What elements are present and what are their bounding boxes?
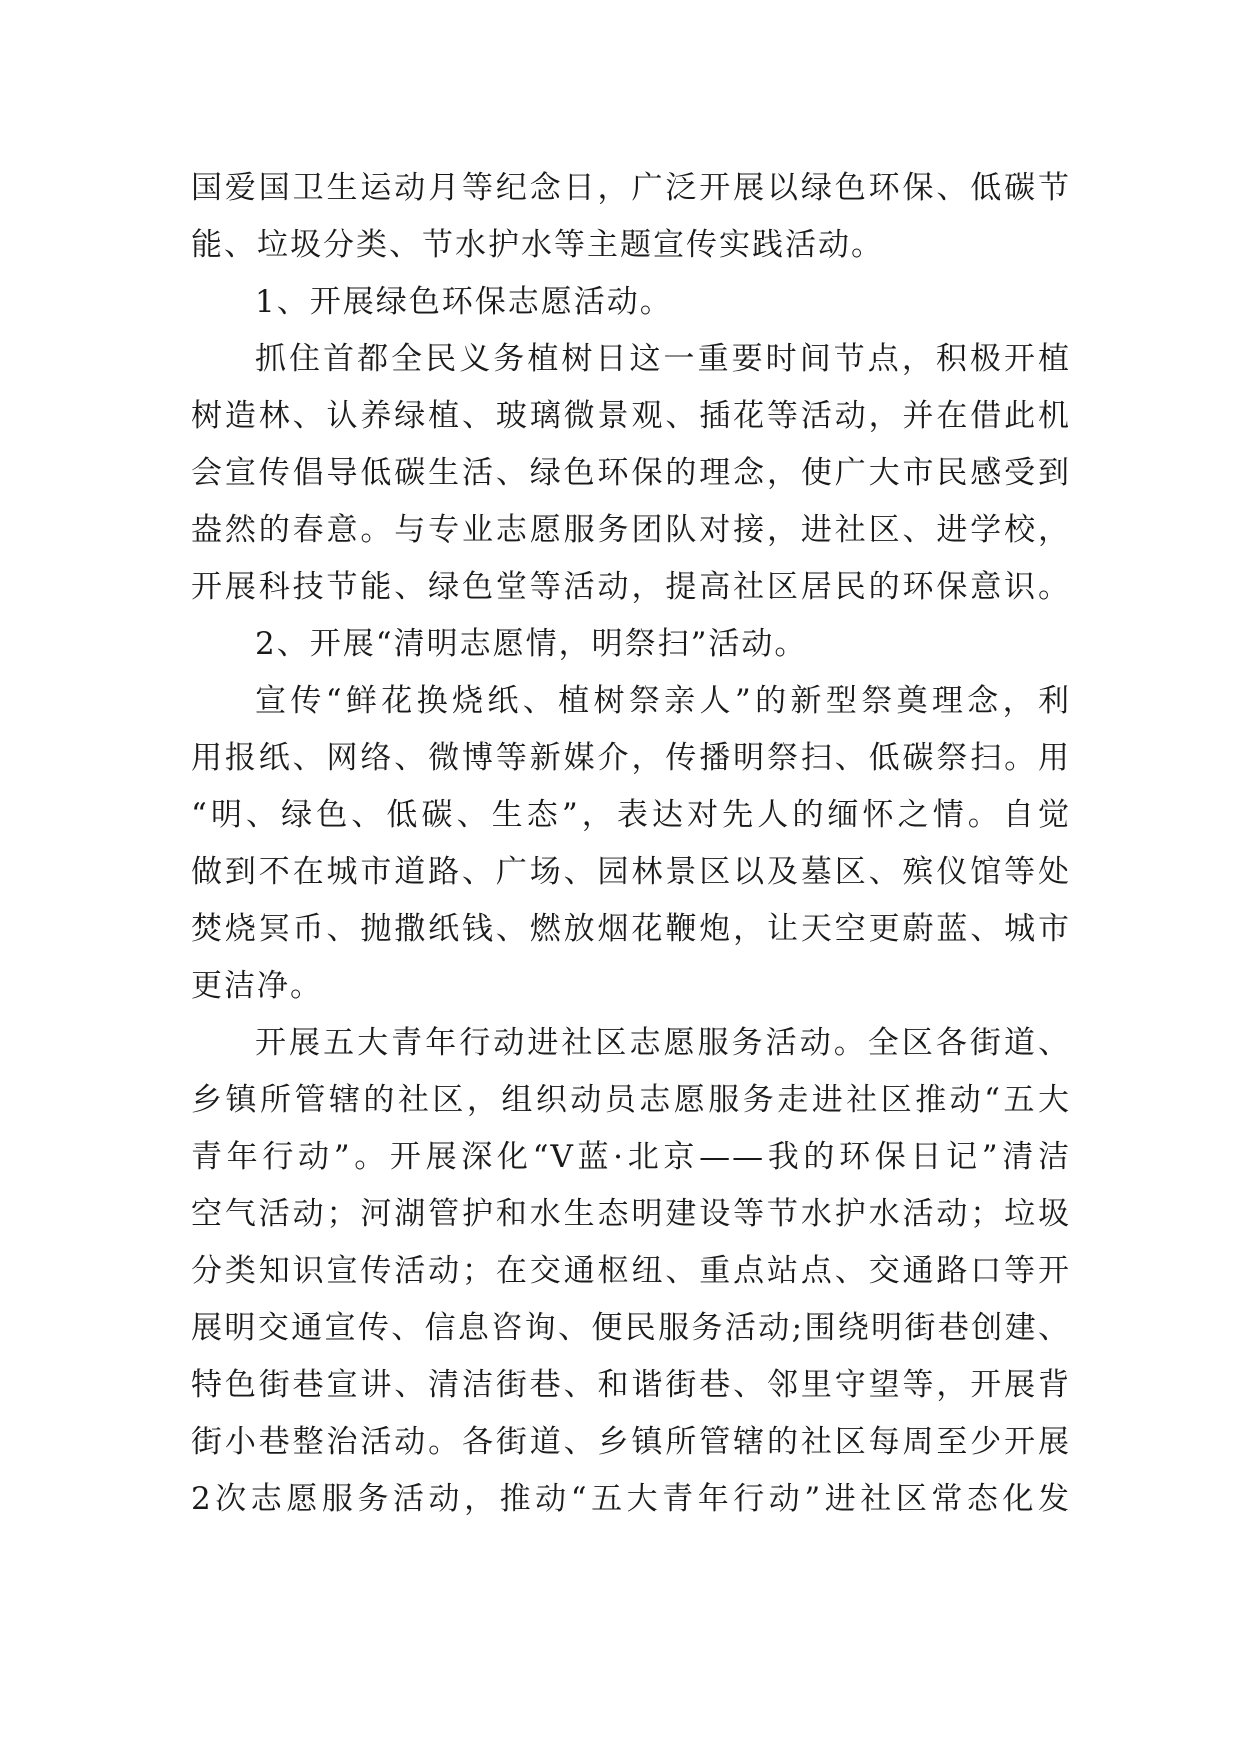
- text-line: 焚烧冥币、抛撒纸钱、燃放烟花鞭炮，让天空更蔚蓝、城市: [191, 911, 1071, 947]
- text-line: 开展五大青年行动进社区志愿服务活动。全区各街道、: [255, 1025, 1071, 1061]
- text-line: 用报纸、网络、微博等新媒介，传播明祭扫、低碳祭扫。用: [191, 740, 1071, 776]
- text-line: 空气活动；河湖管护和水生态明建设等节水护水活动；垃圾: [191, 1196, 1071, 1232]
- text-line: 1、开展绿色环保志愿活动。: [255, 284, 673, 320]
- text-line: 展明交通宣传、信息咨询、便民服务活动;围绕明街巷创建、: [191, 1310, 1071, 1346]
- text-line: 更洁净。: [191, 968, 323, 1004]
- body-text: [191, 160, 1071, 1528]
- text-line: 街小巷整治活动。各街道、乡镇所管辖的社区每周至少开展: [191, 1424, 1071, 1460]
- text-line: 乡镇所管辖的社区，组织动员志愿服务走进社区推动“五大: [191, 1082, 1071, 1118]
- text-line: 树造林、认养绿植、玻璃微景观、插花等活动，并在借此机: [191, 398, 1071, 434]
- text-line: 抓住首都全民义务植树日这一重要时间节点，积极开植: [255, 341, 1071, 377]
- text-line: 青年行动”。开展深化“V蓝·北京——我的环保日记”清洁: [191, 1139, 1071, 1175]
- text-line: 能、垃圾分类、节水护水等主题宣传实践活动。: [191, 227, 884, 263]
- text-line: 会宣传倡导低碳生活、绿色环保的理念，使广大市民感受到: [191, 455, 1071, 491]
- text-line: 国爱国卫生运动月等纪念日，广泛开展以绿色环保、低碳节: [191, 170, 1071, 206]
- text-line: 做到不在城市道路、广场、园林景区以及墓区、殡仪馆等处: [191, 854, 1071, 890]
- text-line: 特色街巷宣讲、清洁街巷、和谐街巷、邻里守望等，开展背: [191, 1367, 1071, 1403]
- text-line: 2次志愿服务活动，推动“五大青年行动”进社区常态化发: [191, 1481, 1071, 1517]
- text-line: 盎然的春意。与专业志愿服务团队对接，进社区、进学校，: [191, 512, 1071, 548]
- text-line: 开展科技节能、绿色堂等活动，提高社区居民的环保意识。: [191, 569, 1071, 605]
- text-line: “明、绿色、低碳、生态”，表达对先人的缅怀之情。自觉: [191, 797, 1071, 833]
- text-line: 宣传“鲜花换烧纸、植树祭亲人”的新型祭奠理念，利: [255, 683, 1071, 719]
- text-line: 分类知识宣传活动；在交通枢纽、重点站点、交通路口等开: [191, 1253, 1071, 1289]
- text-line: 2、开展“清明志愿情，明祭扫”活动。: [255, 626, 808, 662]
